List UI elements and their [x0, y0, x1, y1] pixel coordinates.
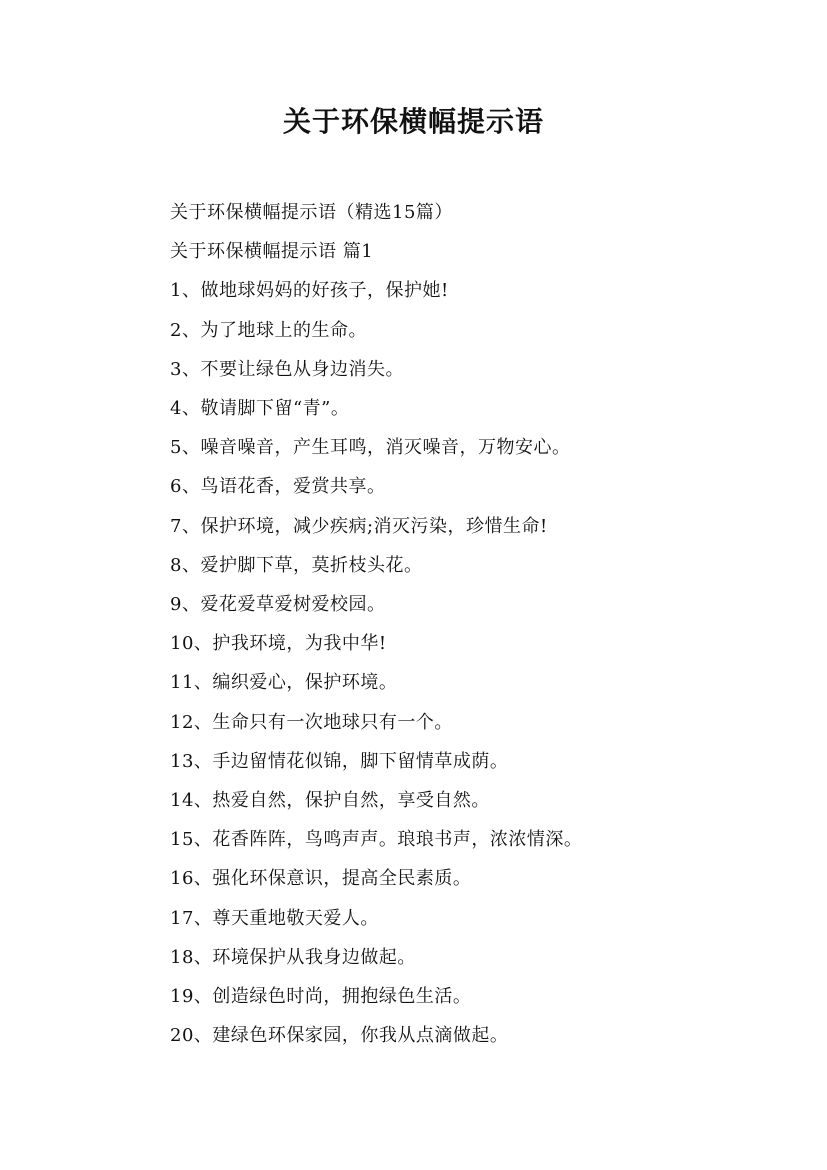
list-item: 5、噪音噪音，产生耳鸣，消灭噪音，万物安心。: [170, 437, 571, 459]
list-item: 10、护我环境，为我中华!: [170, 633, 387, 655]
section-heading: 关于环保横幅提示语 篇1: [170, 241, 374, 263]
document-title: 关于环保横幅提示语: [282, 105, 544, 138]
list-item: 19、创造绿色时尚，拥抱绿色生活。: [170, 986, 472, 1008]
list-item: 20、建绿色环保家园，你我从点滴做起。: [170, 1025, 509, 1047]
list-item: 18、环境保护从我身边做起。: [170, 946, 416, 968]
list-item: 4、敬请脚下留“青”。: [170, 398, 350, 420]
list-item: 2、为了地球上的生命。: [170, 319, 367, 341]
list-item: 7、保护环境，减少疾病;消灭污染，珍惜生命!: [170, 515, 548, 537]
list-item: 6、鸟语花香，爱赏共享。: [170, 476, 386, 498]
list-item: 9、爱花爱草爱树爱校园。: [170, 594, 386, 616]
list-item: 17、尊天重地敬天爱人。: [170, 907, 379, 929]
document-subtitle: 关于环保横幅提示语（精选15篇）: [170, 202, 453, 223]
list-item: 1、做地球妈妈的好孩子，保护她!: [170, 280, 449, 302]
list-item: 16、强化环保意识，提高全民素质。: [170, 868, 472, 890]
list-item: 3、不要让绿色从身边消失。: [170, 358, 404, 380]
list-item: 15、花香阵阵，鸟鸣声声。琅琅书声，浓浓情深。: [170, 829, 583, 851]
list-item: 12、生命只有一次地球只有一个。: [170, 711, 453, 733]
document-body: [170, 193, 790, 1055]
list-item: 8、爱护脚下草，莫折枝头花。: [170, 554, 423, 576]
list-item: 13、手边留情花似锦，脚下留情草成荫。: [170, 750, 509, 772]
list-item: 11、编织爱心，保护环境。: [170, 672, 398, 694]
list-item: 14、热爱自然，保护自然，享受自然。: [170, 790, 490, 812]
